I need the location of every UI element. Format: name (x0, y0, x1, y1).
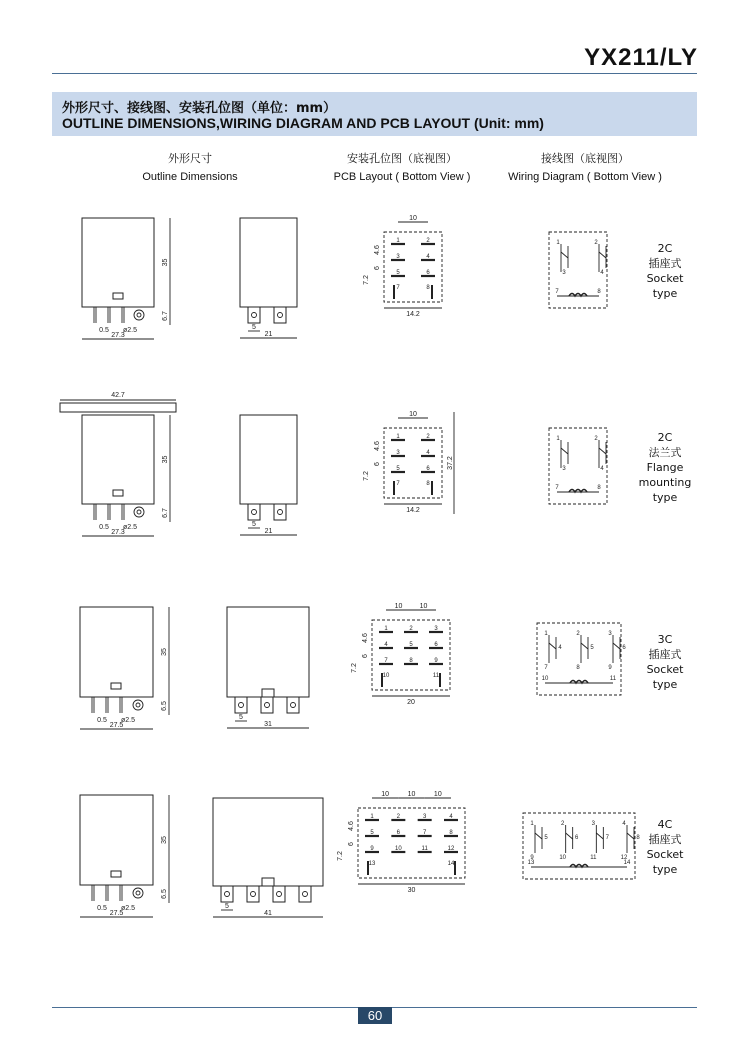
dimension-label: 31 (264, 721, 272, 728)
pin-number: 12 (447, 846, 455, 852)
pin-number: 11 (590, 855, 597, 861)
drawing-outline (113, 490, 123, 496)
pin-number: 1 (370, 814, 374, 820)
pin-hole (136, 891, 140, 895)
pin-number: 9 (370, 846, 374, 852)
dashed-outline (523, 813, 635, 879)
pin-number: 5 (396, 270, 400, 276)
drawing-outline (113, 293, 123, 299)
dimension-label: 4.6 (362, 633, 369, 643)
type-label-line: Socket (646, 272, 684, 285)
pin-number: 1 (556, 240, 560, 246)
pin-number: 2 (576, 631, 580, 637)
dimension-label: ø2.5 (120, 717, 136, 724)
dimension-label: 5 (252, 521, 256, 528)
dimension-label: ø2.5 (122, 327, 138, 334)
dimension-label: 14.2 (406, 311, 420, 318)
pin-number: 5 (370, 830, 374, 836)
pin-number: 6 (622, 645, 626, 651)
drawing-outline (299, 886, 311, 902)
pin-number: 5 (590, 645, 594, 651)
pin-number: 2 (594, 240, 598, 246)
dimension-label: ø2.5 (120, 905, 136, 912)
dimension-label: 7.2 (363, 275, 370, 285)
drawing-outline (262, 689, 274, 697)
pin-number: 3 (396, 254, 400, 260)
type-label-line: type (652, 287, 678, 300)
pin-number: 10 (382, 673, 390, 679)
pin-hole (225, 892, 230, 897)
pin-number: 4 (384, 642, 388, 648)
drawing-line (627, 833, 634, 839)
pin-number: 13 (368, 861, 376, 867)
drawing-outline (248, 307, 260, 323)
drawing-outline (60, 403, 176, 412)
pin-number: 9 (434, 658, 438, 664)
dimension-label: 5 (252, 324, 256, 331)
dashed-outline (384, 232, 442, 302)
pin-number: 7 (555, 485, 559, 491)
drawing-outline (273, 886, 285, 902)
pin-number: 4 (558, 645, 562, 651)
pin-number: 2 (409, 626, 413, 632)
pin-number: 7 (396, 285, 400, 291)
pin-number: 7 (544, 665, 548, 671)
pin-number: 14 (623, 860, 631, 866)
row-1-drawings (82, 215, 607, 339)
dimension-label: 35 (161, 836, 168, 844)
type-label-line: type (652, 491, 678, 504)
drawing-outline (235, 697, 247, 713)
type-label-line: Socket (646, 663, 684, 676)
type-label-line: 2C (657, 431, 673, 444)
dimension-label: 6.7 (162, 311, 169, 321)
dimension-label: 7.2 (351, 663, 358, 673)
pin-number: 10 (559, 855, 567, 861)
pin-number: 8 (597, 289, 601, 295)
pin-hole (137, 510, 141, 514)
dimension-label: 7.2 (337, 851, 344, 861)
dimension-label: 41 (264, 910, 272, 917)
section-title-cn: 外形尺寸、接线图、安装孔位图（单位：mm） (62, 101, 337, 116)
drawing-line (566, 833, 573, 839)
pin-number: 12 (620, 855, 628, 861)
dimension-label: 35 (162, 455, 169, 464)
dimension-label: 42.7 (111, 392, 125, 399)
pin-hole (239, 703, 244, 708)
pin-number: 8 (597, 485, 601, 491)
pin-number: 4 (600, 270, 604, 276)
pin-number: 1 (396, 238, 400, 244)
dimension-label: 0.5 (99, 524, 109, 531)
pin-terminal (134, 507, 144, 517)
drawing-outline (240, 218, 297, 307)
pin-hole (252, 510, 257, 515)
type-label-line: mounting (638, 476, 692, 489)
pin-number: 8 (426, 481, 430, 487)
drawing-outline (82, 415, 154, 504)
dimension-label: 6.5 (161, 701, 168, 711)
dimension-label: 10 (409, 411, 417, 418)
dimension-label: 6 (362, 654, 369, 658)
pin-number: 7 (396, 481, 400, 487)
dimension-label: 10 (407, 791, 416, 798)
column-header-pcb-en: PCB Layout ( Bottom View ) (333, 171, 471, 183)
pin-number: 2 (426, 434, 430, 440)
drawing-line (549, 643, 556, 649)
dimension-label: 5 (225, 903, 229, 910)
pin-number: 4 (449, 814, 453, 820)
pin-number: 3 (591, 821, 596, 827)
drawing-outline (82, 218, 154, 307)
pin-number: 7 (555, 289, 559, 295)
pin-hole (137, 313, 141, 317)
dimension-label: 4.6 (374, 245, 381, 255)
pin-number: 10 (394, 846, 402, 852)
pin-number: 8 (409, 658, 413, 664)
pin-number: 13 (527, 860, 535, 866)
type-label-line: type (652, 678, 678, 691)
drawing-outline (261, 697, 273, 713)
dimension-label: 6 (374, 462, 381, 466)
pin-number: 11 (609, 676, 617, 682)
pin-number: 6 (396, 830, 401, 836)
column-header-outline-cn: 外形尺寸 (168, 153, 212, 165)
pin-number: 4 (426, 450, 430, 456)
pin-number: 3 (562, 466, 566, 472)
drawing-line (613, 643, 620, 649)
type-label-line: Socket (646, 848, 684, 861)
drawing-outline (111, 871, 121, 877)
drawing-line (599, 448, 606, 454)
pin-number: 6 (426, 270, 430, 276)
dimension-label: 0.5 (97, 905, 107, 912)
drawing-line (581, 643, 588, 649)
dimension-label: 10 (409, 215, 417, 222)
pin-number: 7 (384, 658, 388, 664)
drawing-line (561, 252, 568, 258)
pin-number: 6 (426, 466, 430, 472)
pin-number: 6 (574, 835, 579, 841)
dimension-label: 7.2 (363, 471, 370, 481)
row-3-drawings (80, 603, 626, 729)
pin-terminal (134, 310, 144, 320)
drawing-outline (274, 504, 286, 520)
type-label-line: 插座式 (648, 257, 682, 270)
pin-number: 1 (544, 631, 548, 637)
drawing-line (561, 448, 568, 454)
pin-number: 3 (562, 270, 566, 276)
drawing-outline (248, 504, 260, 520)
pin-number: 5 (396, 466, 400, 472)
dimension-label: 0.5 (97, 717, 107, 724)
type-label-line: 3C (657, 633, 673, 646)
pin-number: 11 (432, 673, 440, 679)
pin-number: 4 (622, 821, 626, 827)
model-title: YX211/LY (584, 44, 698, 71)
dimension-label: 27.3 (111, 529, 125, 536)
dimension-label: 4.6 (374, 441, 381, 451)
type-label-line: 4C (657, 818, 673, 831)
drawing-outline (262, 878, 274, 886)
pin-number: 8 (449, 830, 453, 836)
dimension-label: 6 (348, 842, 355, 846)
pin-number: 3 (608, 631, 612, 637)
pin-terminal (133, 700, 143, 710)
pin-number: 10 (541, 676, 549, 682)
column-header-outline-en: Outline Dimensions (142, 171, 238, 183)
pin-hole (252, 313, 257, 318)
type-label-line: type (652, 863, 678, 876)
drawing-outline (287, 697, 299, 713)
pin-hole (278, 510, 283, 515)
dimension-label: 0.5 (99, 327, 109, 334)
pin-number: 2 (594, 436, 598, 442)
pin-number: 4 (600, 466, 604, 472)
dimension-label: 35 (162, 258, 169, 267)
drawing-outline (111, 683, 121, 689)
dashed-outline (384, 428, 442, 498)
pin-number: 8 (576, 665, 580, 671)
dimension-label: 4.6 (348, 821, 355, 831)
drawing-outline (221, 886, 233, 902)
dimension-label: 37.2 (447, 456, 454, 470)
dimension-label: 10 (419, 603, 428, 610)
dimension-label: 27.3 (111, 332, 125, 339)
pin-number: 1 (556, 436, 560, 442)
dimension-label: 30 (407, 887, 416, 894)
dimension-label: 5 (239, 714, 243, 721)
pin-hole (265, 703, 270, 708)
dimension-label: 6.5 (161, 889, 168, 899)
drawing-line (599, 252, 606, 258)
pin-number: 2 (560, 821, 565, 827)
drawing-outline (227, 607, 309, 697)
pin-number: 3 (396, 450, 400, 456)
dimension-label: 27.5 (109, 910, 124, 917)
drawing-outline (240, 415, 297, 504)
pin-number: 2 (426, 238, 430, 244)
drawing-outline (213, 798, 323, 886)
pin-hole (251, 892, 256, 897)
type-label-line: 2C (657, 242, 673, 255)
pin-number: 2 (396, 814, 401, 820)
drawing-outline (247, 886, 259, 902)
column-header-wiring-en: Wiring Diagram ( Bottom View ) (508, 171, 662, 183)
type-label-line: 插座式 (648, 648, 682, 661)
pin-number: 8 (426, 285, 430, 291)
pin-hole (277, 892, 282, 897)
row-2-drawings (60, 392, 607, 536)
page-number: 60 (358, 1007, 392, 1024)
dimension-label: 21 (264, 331, 273, 338)
pin-number: 7 (605, 835, 610, 841)
pin-hole (303, 892, 308, 897)
dimension-label: 20 (407, 699, 415, 706)
type-label-line: Flange (646, 461, 684, 474)
pin-number: 9 (608, 665, 612, 671)
pin-number: 14 (447, 861, 455, 867)
pin-hole (136, 703, 140, 707)
pin-number: 3 (434, 626, 438, 632)
pin-number: 1 (530, 821, 534, 827)
pin-number: 3 (422, 814, 427, 820)
dimension-label: 27.5 (109, 722, 124, 729)
drawing-outline (274, 307, 286, 323)
pin-terminal (133, 888, 143, 898)
pin-number: 7 (422, 830, 427, 836)
pin-number: 11 (421, 846, 428, 852)
pin-hole (278, 313, 283, 318)
dimension-label: 10 (433, 791, 442, 798)
pin-number: 8 (636, 835, 640, 841)
pin-number: 1 (384, 626, 388, 632)
dimension-label: 6 (374, 266, 381, 270)
type-label-line: 法兰式 (648, 446, 682, 459)
dimension-label: 35 (161, 648, 168, 656)
pin-hole (291, 703, 296, 708)
type-label-line: 插座式 (648, 833, 682, 846)
dimension-label: 10 (381, 791, 390, 798)
pin-number: 9 (530, 855, 534, 861)
column-header-pcb-cn: 安装孔位图（底视图） (347, 153, 457, 165)
dimension-label: 14.2 (406, 507, 420, 514)
pin-number: 1 (396, 434, 400, 440)
column-header-wiring-cn: 接线图（底视图） (541, 153, 629, 165)
pin-number: 6 (434, 642, 438, 648)
section-title-en: OUTLINE DIMENSIONS,WIRING DIAGRAM AND PCB LAYOUT (Unit: mm) (62, 115, 544, 131)
row-4-drawings (80, 791, 640, 917)
drawing-line (596, 833, 603, 839)
pin-number: 4 (426, 254, 430, 260)
dimension-label: 10 (394, 603, 403, 610)
dimension-label: ø2.5 (122, 524, 138, 531)
pin-number: 5 (409, 642, 413, 648)
dimension-label: 21 (264, 528, 273, 535)
drawing-line (535, 833, 542, 839)
pin-number: 5 (544, 835, 548, 841)
dimension-label: 6.7 (162, 508, 169, 518)
